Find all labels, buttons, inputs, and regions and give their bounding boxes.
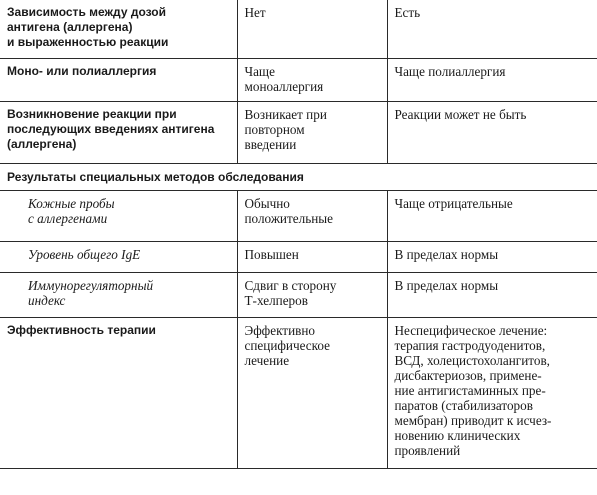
cell-pseudo-allergy: Обычно положительные (237, 191, 387, 242)
cell-pseudo-allergy: Возникает при повторном введении (237, 102, 387, 164)
section-title: Результаты специальных методов обследования (0, 164, 597, 191)
cell-pseudo-allergy: Повышен (237, 242, 387, 273)
row-label-dose-dependence: Зависимость между дозой антигена (аллергена) и выраженностью реакции (0, 0, 237, 59)
table-row (0, 318, 597, 469)
cell-true-allergy: Чаще полиаллергия (387, 59, 597, 102)
table-row (0, 191, 597, 242)
table-row (0, 102, 597, 164)
cell-true-allergy: Реакции может не быть (387, 102, 597, 164)
row-label-ige-level: Уровень общего IgE (0, 242, 237, 273)
row-label-skin-tests: Кожные пробы с аллергенами (0, 191, 237, 242)
row-label-repeat-reaction: Возникновение реакции при последующих введениях антигена (аллергена) (0, 102, 237, 164)
row-label-therapy-efficacy: Эффективность терапии (0, 318, 237, 469)
section-row (0, 164, 597, 191)
cell-true-allergy: Есть (387, 0, 597, 59)
cell-true-allergy: В пределах нормы (387, 273, 597, 318)
cell-true-allergy: Неспецифическое лечение: терапия гастродуоденитов, ВСД, холецистохолангитов, дисбактериозов, примене- ние антигистаминных пре- паратов (стабилизаторов мембран) приводит к исчез- новению клинических проявлений (387, 318, 597, 469)
cell-pseudo-allergy: Сдвиг в сторону Т-хелперов (237, 273, 387, 318)
table-row (0, 273, 597, 318)
cell-pseudo-allergy: Нет (237, 0, 387, 59)
cell-pseudo-allergy: Эффективно специфическое лечение (237, 318, 387, 469)
cell-true-allergy: Чаще отрицательные (387, 191, 597, 242)
table-row (0, 59, 597, 102)
table-row (0, 242, 597, 273)
row-label-immunoregulatory-index: Иммунорегуляторный индекс (0, 273, 237, 318)
row-label-mono-poly: Моно- или полиаллергия (0, 59, 237, 102)
table-row (0, 0, 597, 59)
cell-true-allergy: В пределах нормы (387, 242, 597, 273)
cell-pseudo-allergy: Чаще моноаллергия (237, 59, 387, 102)
